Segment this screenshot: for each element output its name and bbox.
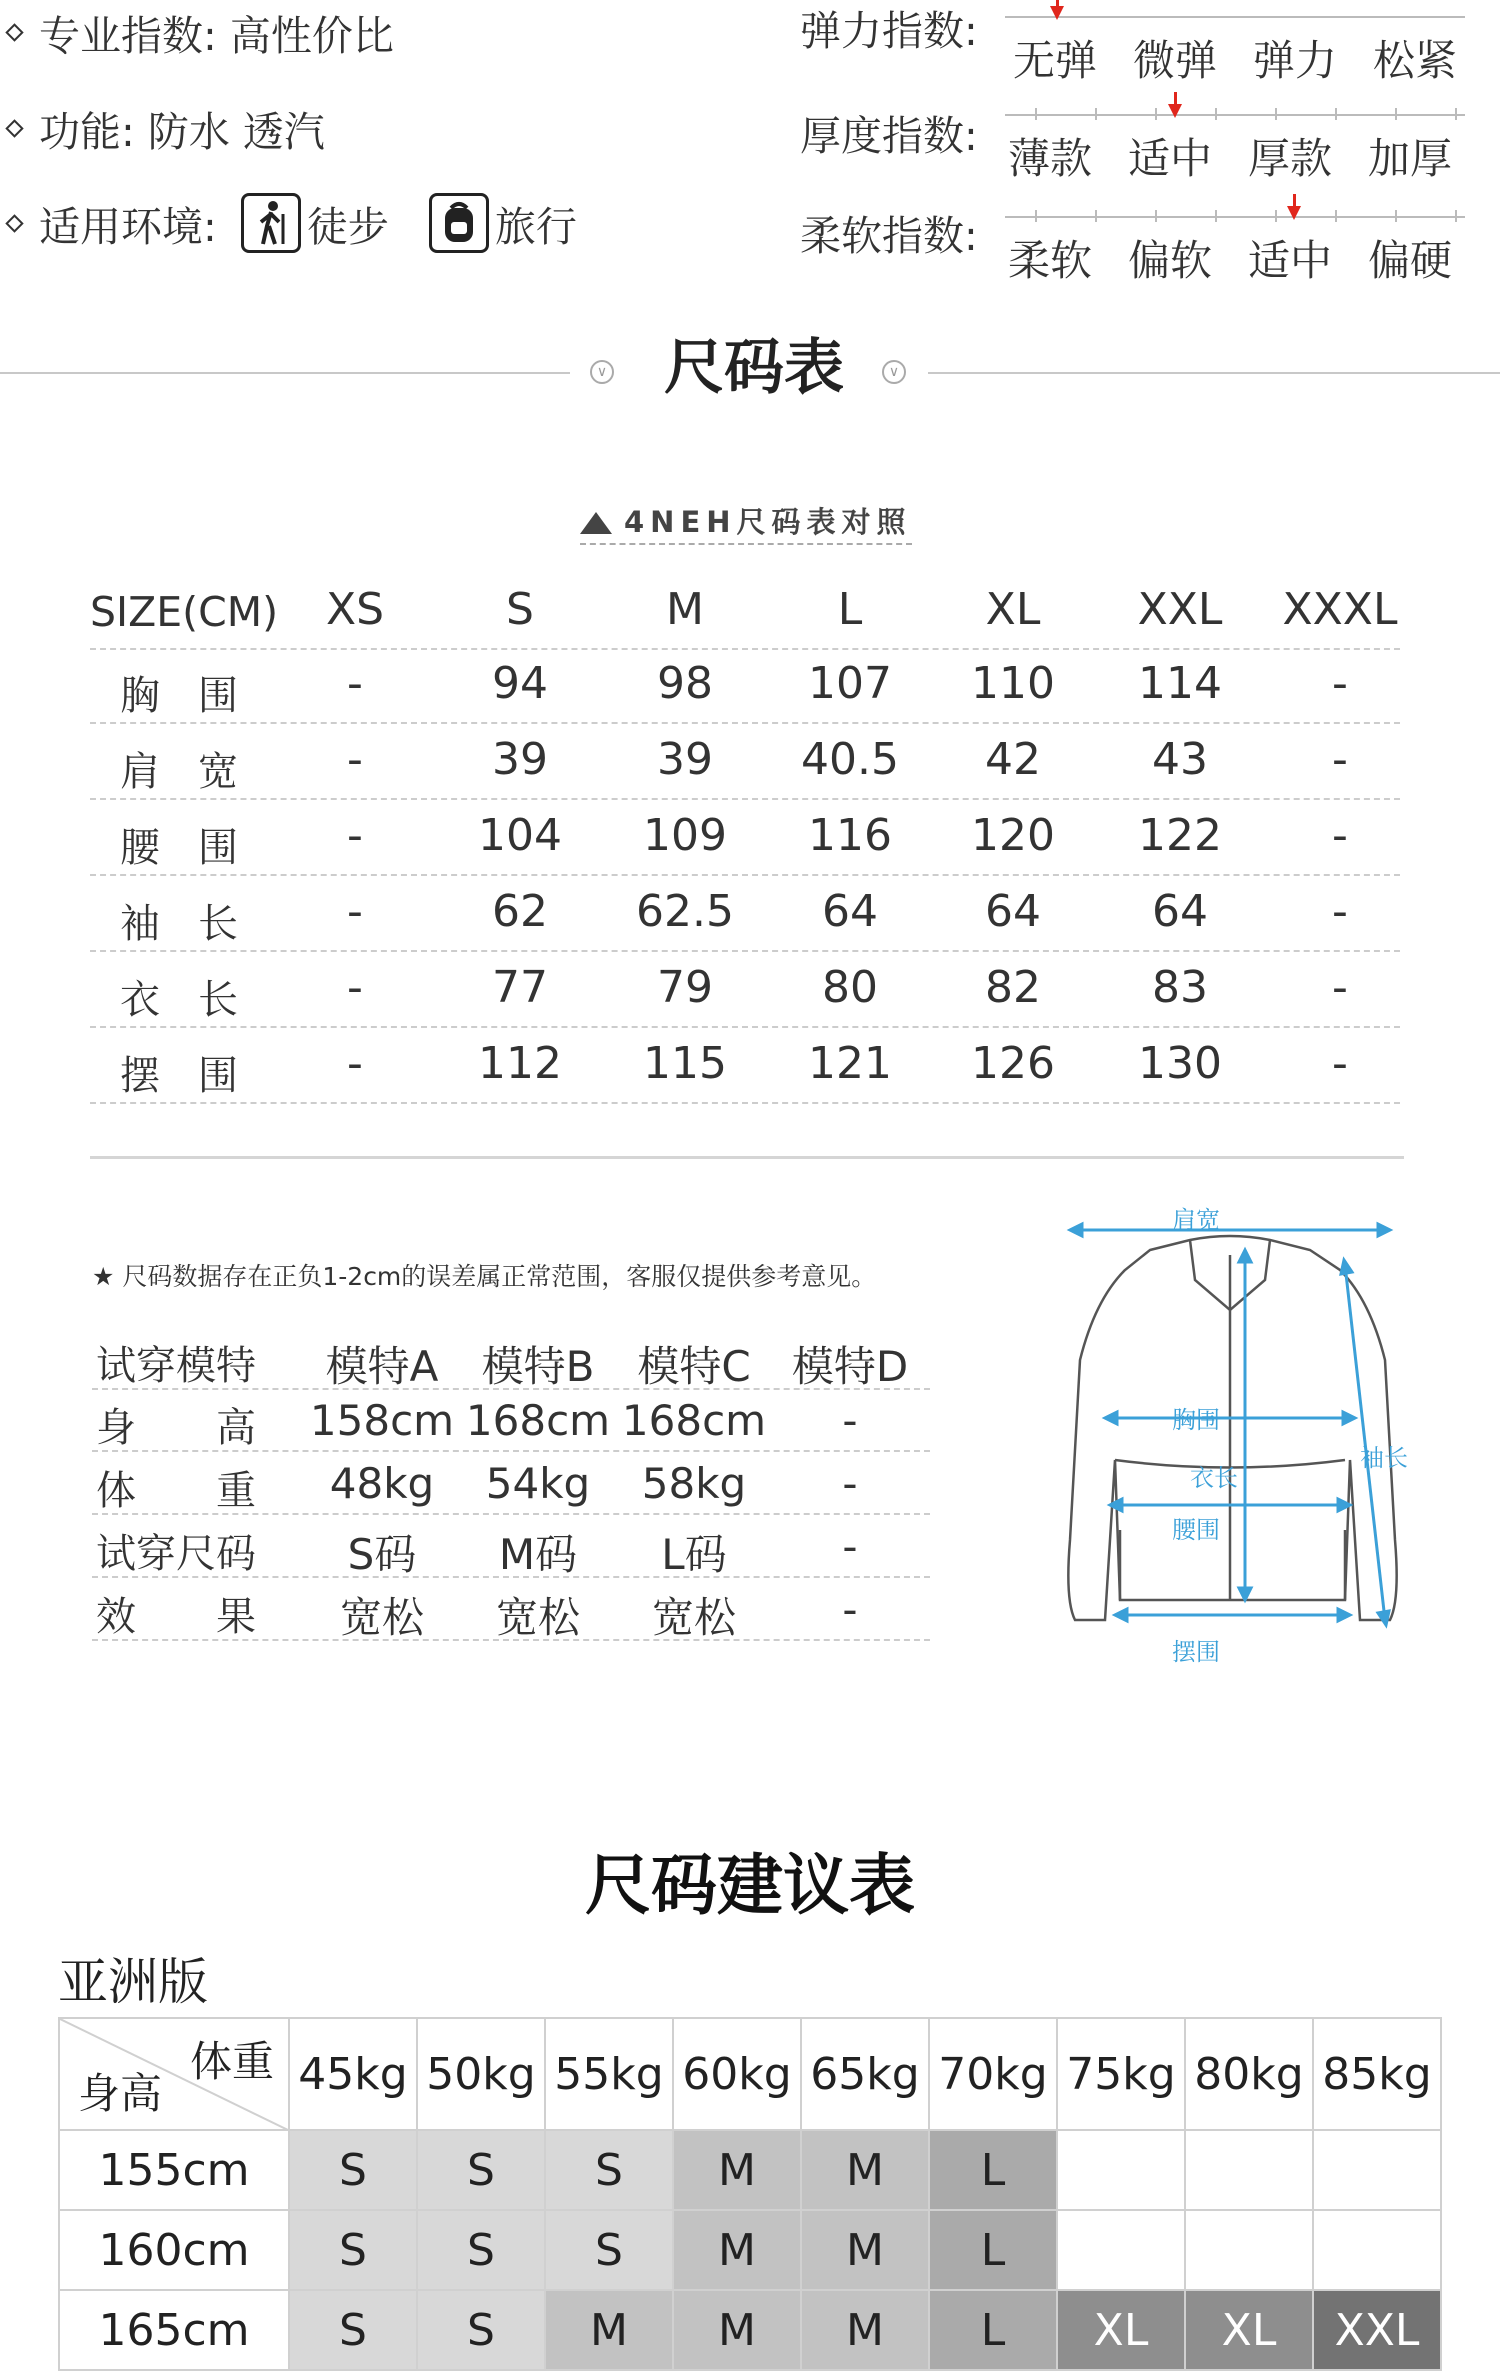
size-table-cell: - bbox=[347, 810, 363, 861]
size-row-label: 胸围 bbox=[120, 673, 276, 719]
size-table-cell: 83 bbox=[1152, 962, 1208, 1013]
size-suggestion-cell: L bbox=[929, 2130, 1057, 2210]
scale-option: 薄款 bbox=[1007, 134, 1092, 183]
size-row-label: 腰围 bbox=[120, 825, 276, 871]
elastic-index-label: 弹力指数: bbox=[800, 7, 978, 55]
size-table-cell: 80 bbox=[822, 962, 878, 1013]
model-row-label: 体 重 bbox=[96, 1468, 256, 1514]
size-table-cell: 98 bbox=[657, 658, 713, 709]
selection-arrow-icon bbox=[1050, 6, 1064, 20]
env-hiking-label: 徒步 bbox=[306, 202, 389, 251]
size-table-cell: - bbox=[1332, 734, 1348, 785]
size-suggestion-cell: S bbox=[289, 2210, 417, 2290]
size-suggestion-cell: S bbox=[289, 2290, 417, 2370]
size-table-cell: - bbox=[1332, 658, 1348, 709]
weight-header: 50kg bbox=[417, 2018, 545, 2130]
weight-header: 65kg bbox=[801, 2018, 929, 2130]
weight-header: 75kg bbox=[1057, 2018, 1185, 2130]
size-table-cell: 122 bbox=[1138, 810, 1222, 861]
environment-label: 适用环境: bbox=[39, 202, 217, 251]
size-table-cell: 94 bbox=[492, 658, 548, 709]
scale-option: 加厚 bbox=[1367, 134, 1452, 183]
softness-index-label: 柔软指数: bbox=[800, 212, 978, 260]
size-suggestion-cell: XL bbox=[1057, 2290, 1185, 2370]
size-table-cell: 120 bbox=[971, 810, 1055, 861]
rec-header-row bbox=[59, 2018, 1441, 2130]
rec-table-row bbox=[59, 2210, 1441, 2290]
diagram-label-waist: 腰围 bbox=[1172, 1516, 1220, 1544]
model-row-label: 身 高 bbox=[96, 1405, 256, 1451]
size-table-cell: 42 bbox=[985, 734, 1041, 785]
size-suggestion-cell: S bbox=[417, 2290, 545, 2370]
size-suggestion-cell bbox=[1057, 2130, 1185, 2210]
model-header-cell: 模特D bbox=[791, 1342, 909, 1391]
diamond-bullet-icon bbox=[5, 214, 23, 232]
size-header-cell: XXXL bbox=[1282, 584, 1398, 635]
model-header-row bbox=[92, 1330, 930, 1390]
corner-weight-label: 体重 bbox=[189, 2037, 274, 2086]
selection-arrow-icon bbox=[1168, 104, 1182, 118]
height-cell: 165cm bbox=[59, 2290, 289, 2370]
corner-cell bbox=[59, 2018, 289, 2130]
diagram-label-shoulder: 肩宽 bbox=[1172, 1206, 1220, 1234]
model-table-cell: 58kg bbox=[641, 1459, 747, 1508]
size-table-cell: 110 bbox=[971, 658, 1055, 709]
model-table-cell: 宽松 bbox=[495, 1593, 580, 1642]
size-table-cell: 109 bbox=[643, 810, 727, 861]
elastic-index-scale bbox=[1005, 10, 1465, 85]
mountain-icon bbox=[580, 512, 612, 534]
height-cell: 155cm bbox=[59, 2130, 289, 2210]
size-suggestion-cell bbox=[1057, 2210, 1185, 2290]
size-header-cell: XXL bbox=[1137, 584, 1223, 635]
size-row-label: 肩宽 bbox=[120, 749, 276, 795]
size-table-cell: 64 bbox=[985, 886, 1041, 937]
diagram-label-chest: 胸围 bbox=[1172, 1406, 1220, 1434]
model-table-cell: - bbox=[842, 1459, 858, 1508]
size-table-cell: - bbox=[347, 658, 363, 709]
size-suggestion-cell: S bbox=[545, 2210, 673, 2290]
model-header-cell: 模特A bbox=[325, 1342, 439, 1391]
chevron-down-icon: ∨ bbox=[882, 360, 906, 384]
size-table-cell: 40.5 bbox=[801, 734, 899, 785]
hiker-icon bbox=[241, 193, 301, 253]
size-suggestion-cell: XXL bbox=[1313, 2290, 1441, 2370]
size-table-cell: 64 bbox=[1152, 886, 1208, 937]
diamond-bullet-icon bbox=[5, 23, 23, 41]
size-table-cell: 77 bbox=[492, 962, 548, 1013]
selection-arrow-icon bbox=[1287, 206, 1301, 220]
model-table-cell: M码 bbox=[498, 1530, 578, 1579]
scale-option: 松紧 bbox=[1372, 36, 1457, 85]
scale-option: 适中 bbox=[1247, 236, 1332, 285]
backpack-icon bbox=[429, 193, 489, 253]
size-chart-subtitle: 4NEH尺码表对照 bbox=[580, 500, 912, 545]
model-table-row bbox=[92, 1455, 930, 1515]
weight-header: 45kg bbox=[289, 2018, 417, 2130]
model-row-label: 试穿尺码 bbox=[96, 1531, 256, 1577]
rec-table-row bbox=[59, 2130, 1441, 2210]
model-header-cell: 模特C bbox=[637, 1342, 751, 1391]
size-suggestion-cell: M bbox=[801, 2210, 929, 2290]
size-suggestion-cell: M bbox=[673, 2130, 801, 2210]
size-table-row bbox=[90, 804, 1400, 876]
size-suggestion-cell: M bbox=[673, 2290, 801, 2370]
model-table-cell: 宽松 bbox=[651, 1593, 736, 1642]
size-table-row bbox=[90, 880, 1400, 952]
model-table-cell: 宽松 bbox=[339, 1593, 424, 1642]
size-suggestion-cell bbox=[1185, 2130, 1313, 2210]
pro-index-row bbox=[8, 2, 394, 62]
size-suggestion-cell: S bbox=[417, 2130, 545, 2210]
size-table-row bbox=[90, 652, 1400, 724]
scale-option: 微弹 bbox=[1132, 36, 1217, 85]
size-table-cell: 104 bbox=[478, 810, 562, 861]
section-divider bbox=[90, 1156, 1404, 1159]
version-label: 亚洲版 bbox=[58, 1953, 208, 2011]
size-header-cell: XL bbox=[985, 584, 1041, 635]
softness-index-scale bbox=[1005, 210, 1465, 285]
model-table-row bbox=[92, 1581, 930, 1641]
model-table-cell: - bbox=[842, 1585, 858, 1634]
size-recommendation-table bbox=[58, 2017, 1442, 2371]
jacket-measurement-diagram bbox=[1040, 1200, 1420, 1700]
scale-option: 偏软 bbox=[1127, 236, 1212, 285]
size-table-cell: - bbox=[1332, 886, 1348, 937]
size-table-row bbox=[90, 956, 1400, 1028]
size-table-row bbox=[90, 1032, 1400, 1104]
model-table-cell: - bbox=[842, 1396, 858, 1445]
size-table-cell: 114 bbox=[1138, 658, 1222, 709]
size-table-cell: 107 bbox=[808, 658, 892, 709]
size-table-cell: 79 bbox=[657, 962, 713, 1013]
thickness-index-label: 厚度指数: bbox=[800, 112, 978, 160]
size-table-cell: 64 bbox=[822, 886, 878, 937]
env-travel-label: 旅行 bbox=[494, 202, 577, 251]
size-header-cell: L bbox=[837, 584, 863, 635]
size-table-cell: 82 bbox=[985, 962, 1041, 1013]
size-header-label: SIZE(CM) bbox=[90, 588, 279, 636]
thickness-index-scale bbox=[1005, 108, 1465, 183]
size-table-cell: - bbox=[1332, 810, 1348, 861]
size-table-cell: - bbox=[347, 962, 363, 1013]
size-header-cell: S bbox=[506, 584, 534, 635]
section-divider bbox=[928, 372, 1500, 374]
weight-header: 55kg bbox=[545, 2018, 673, 2130]
size-suggestion-cell: M bbox=[801, 2290, 929, 2370]
rec-table-row bbox=[59, 2290, 1441, 2370]
size-suggestion-cell: L bbox=[929, 2290, 1057, 2370]
size-suggestion-cell: M bbox=[801, 2130, 929, 2210]
size-table-cell: 130 bbox=[1138, 1038, 1222, 1089]
model-row-label: 效 果 bbox=[96, 1594, 256, 1640]
size-suggestion-cell: S bbox=[417, 2210, 545, 2290]
size-suggestion-cell: S bbox=[289, 2130, 417, 2210]
diagram-label-sleeve: 袖长 bbox=[1360, 1444, 1408, 1472]
size-suggestion-cell bbox=[1313, 2210, 1441, 2290]
size-suggestion-cell: M bbox=[673, 2210, 801, 2290]
model-table-cell: 168cm bbox=[465, 1396, 611, 1445]
function-label: 功能: 防水 透汽 bbox=[39, 107, 325, 156]
size-suggestion-cell bbox=[1185, 2210, 1313, 2290]
size-table-cell: - bbox=[347, 886, 363, 937]
weight-header: 60kg bbox=[673, 2018, 801, 2130]
size-table-cell: 116 bbox=[808, 810, 892, 861]
weight-header: 85kg bbox=[1313, 2018, 1441, 2130]
model-table-cell: 54kg bbox=[485, 1459, 591, 1508]
size-row-label: 袖长 bbox=[120, 901, 276, 947]
size-table-cell: 126 bbox=[971, 1038, 1055, 1089]
size-table-cell: 112 bbox=[478, 1038, 562, 1089]
scale-option: 无弹 bbox=[1012, 36, 1097, 85]
model-header-cell: 模特B bbox=[481, 1342, 595, 1391]
scale-option: 柔软 bbox=[1007, 236, 1092, 285]
size-header-row bbox=[90, 578, 1400, 650]
size-table-cell: 39 bbox=[492, 734, 548, 785]
function-row bbox=[8, 98, 325, 158]
size-header-cell: M bbox=[666, 584, 704, 635]
scale-option: 适中 bbox=[1127, 134, 1212, 183]
model-table-cell: - bbox=[842, 1522, 858, 1571]
size-table-cell: - bbox=[1332, 1038, 1348, 1089]
size-table-cell: 62 bbox=[492, 886, 548, 937]
model-table-cell: 158cm bbox=[309, 1396, 455, 1445]
size-recommendation-title: 尺码建议表 bbox=[585, 1847, 915, 1924]
size-row-label: 摆围 bbox=[120, 1053, 276, 1099]
size-suggestion-cell: S bbox=[545, 2130, 673, 2210]
size-table-cell: - bbox=[347, 1038, 363, 1089]
model-table-row bbox=[92, 1392, 930, 1452]
diamond-bullet-icon bbox=[5, 119, 23, 137]
model-table-cell: S码 bbox=[347, 1530, 417, 1579]
pro-index-label: 专业指数: 高性价比 bbox=[39, 11, 394, 60]
size-row-label: 衣长 bbox=[120, 977, 276, 1023]
size-table-cell: - bbox=[1332, 962, 1348, 1013]
size-table-cell: 121 bbox=[808, 1038, 892, 1089]
size-header-cell: XS bbox=[325, 584, 385, 635]
chevron-down-icon: ∨ bbox=[590, 360, 614, 384]
size-note: ★ 尺码数据存在正负1-2cm的误差属正常范围，客服仅提供参考意见。 bbox=[92, 1262, 877, 1291]
size-table-cell: 39 bbox=[657, 734, 713, 785]
size-table-cell: 115 bbox=[643, 1038, 727, 1089]
weight-header: 80kg bbox=[1185, 2018, 1313, 2130]
size-suggestion-cell: L bbox=[929, 2210, 1057, 2290]
size-suggestion-cell: M bbox=[545, 2290, 673, 2370]
size-table-row bbox=[90, 728, 1400, 800]
scale-option: 弹力 bbox=[1252, 36, 1337, 85]
corner-height-label: 身高 bbox=[78, 2069, 163, 2118]
model-table-cell: 168cm bbox=[621, 1396, 767, 1445]
scale-option: 偏硬 bbox=[1367, 236, 1452, 285]
height-cell: 160cm bbox=[59, 2210, 289, 2290]
environment-row bbox=[8, 193, 577, 253]
model-header-label: 试穿模特 bbox=[96, 1343, 256, 1389]
section-divider bbox=[0, 372, 570, 374]
diagram-label-length: 衣长 bbox=[1190, 1464, 1238, 1492]
size-table-cell: 43 bbox=[1152, 734, 1208, 785]
diagram-label-hem: 摆围 bbox=[1172, 1638, 1220, 1666]
model-table-cell: 48kg bbox=[329, 1459, 435, 1508]
size-table-cell: - bbox=[347, 734, 363, 785]
weight-header: 70kg bbox=[929, 2018, 1057, 2130]
model-table-row bbox=[92, 1518, 930, 1578]
scale-option: 厚款 bbox=[1247, 134, 1332, 183]
model-table-cell: L码 bbox=[661, 1530, 727, 1579]
size-suggestion-cell: XL bbox=[1185, 2290, 1313, 2370]
size-chart-title: 尺码表 bbox=[664, 333, 844, 403]
size-suggestion-cell bbox=[1313, 2130, 1441, 2210]
size-table-cell: 62.5 bbox=[636, 886, 734, 937]
